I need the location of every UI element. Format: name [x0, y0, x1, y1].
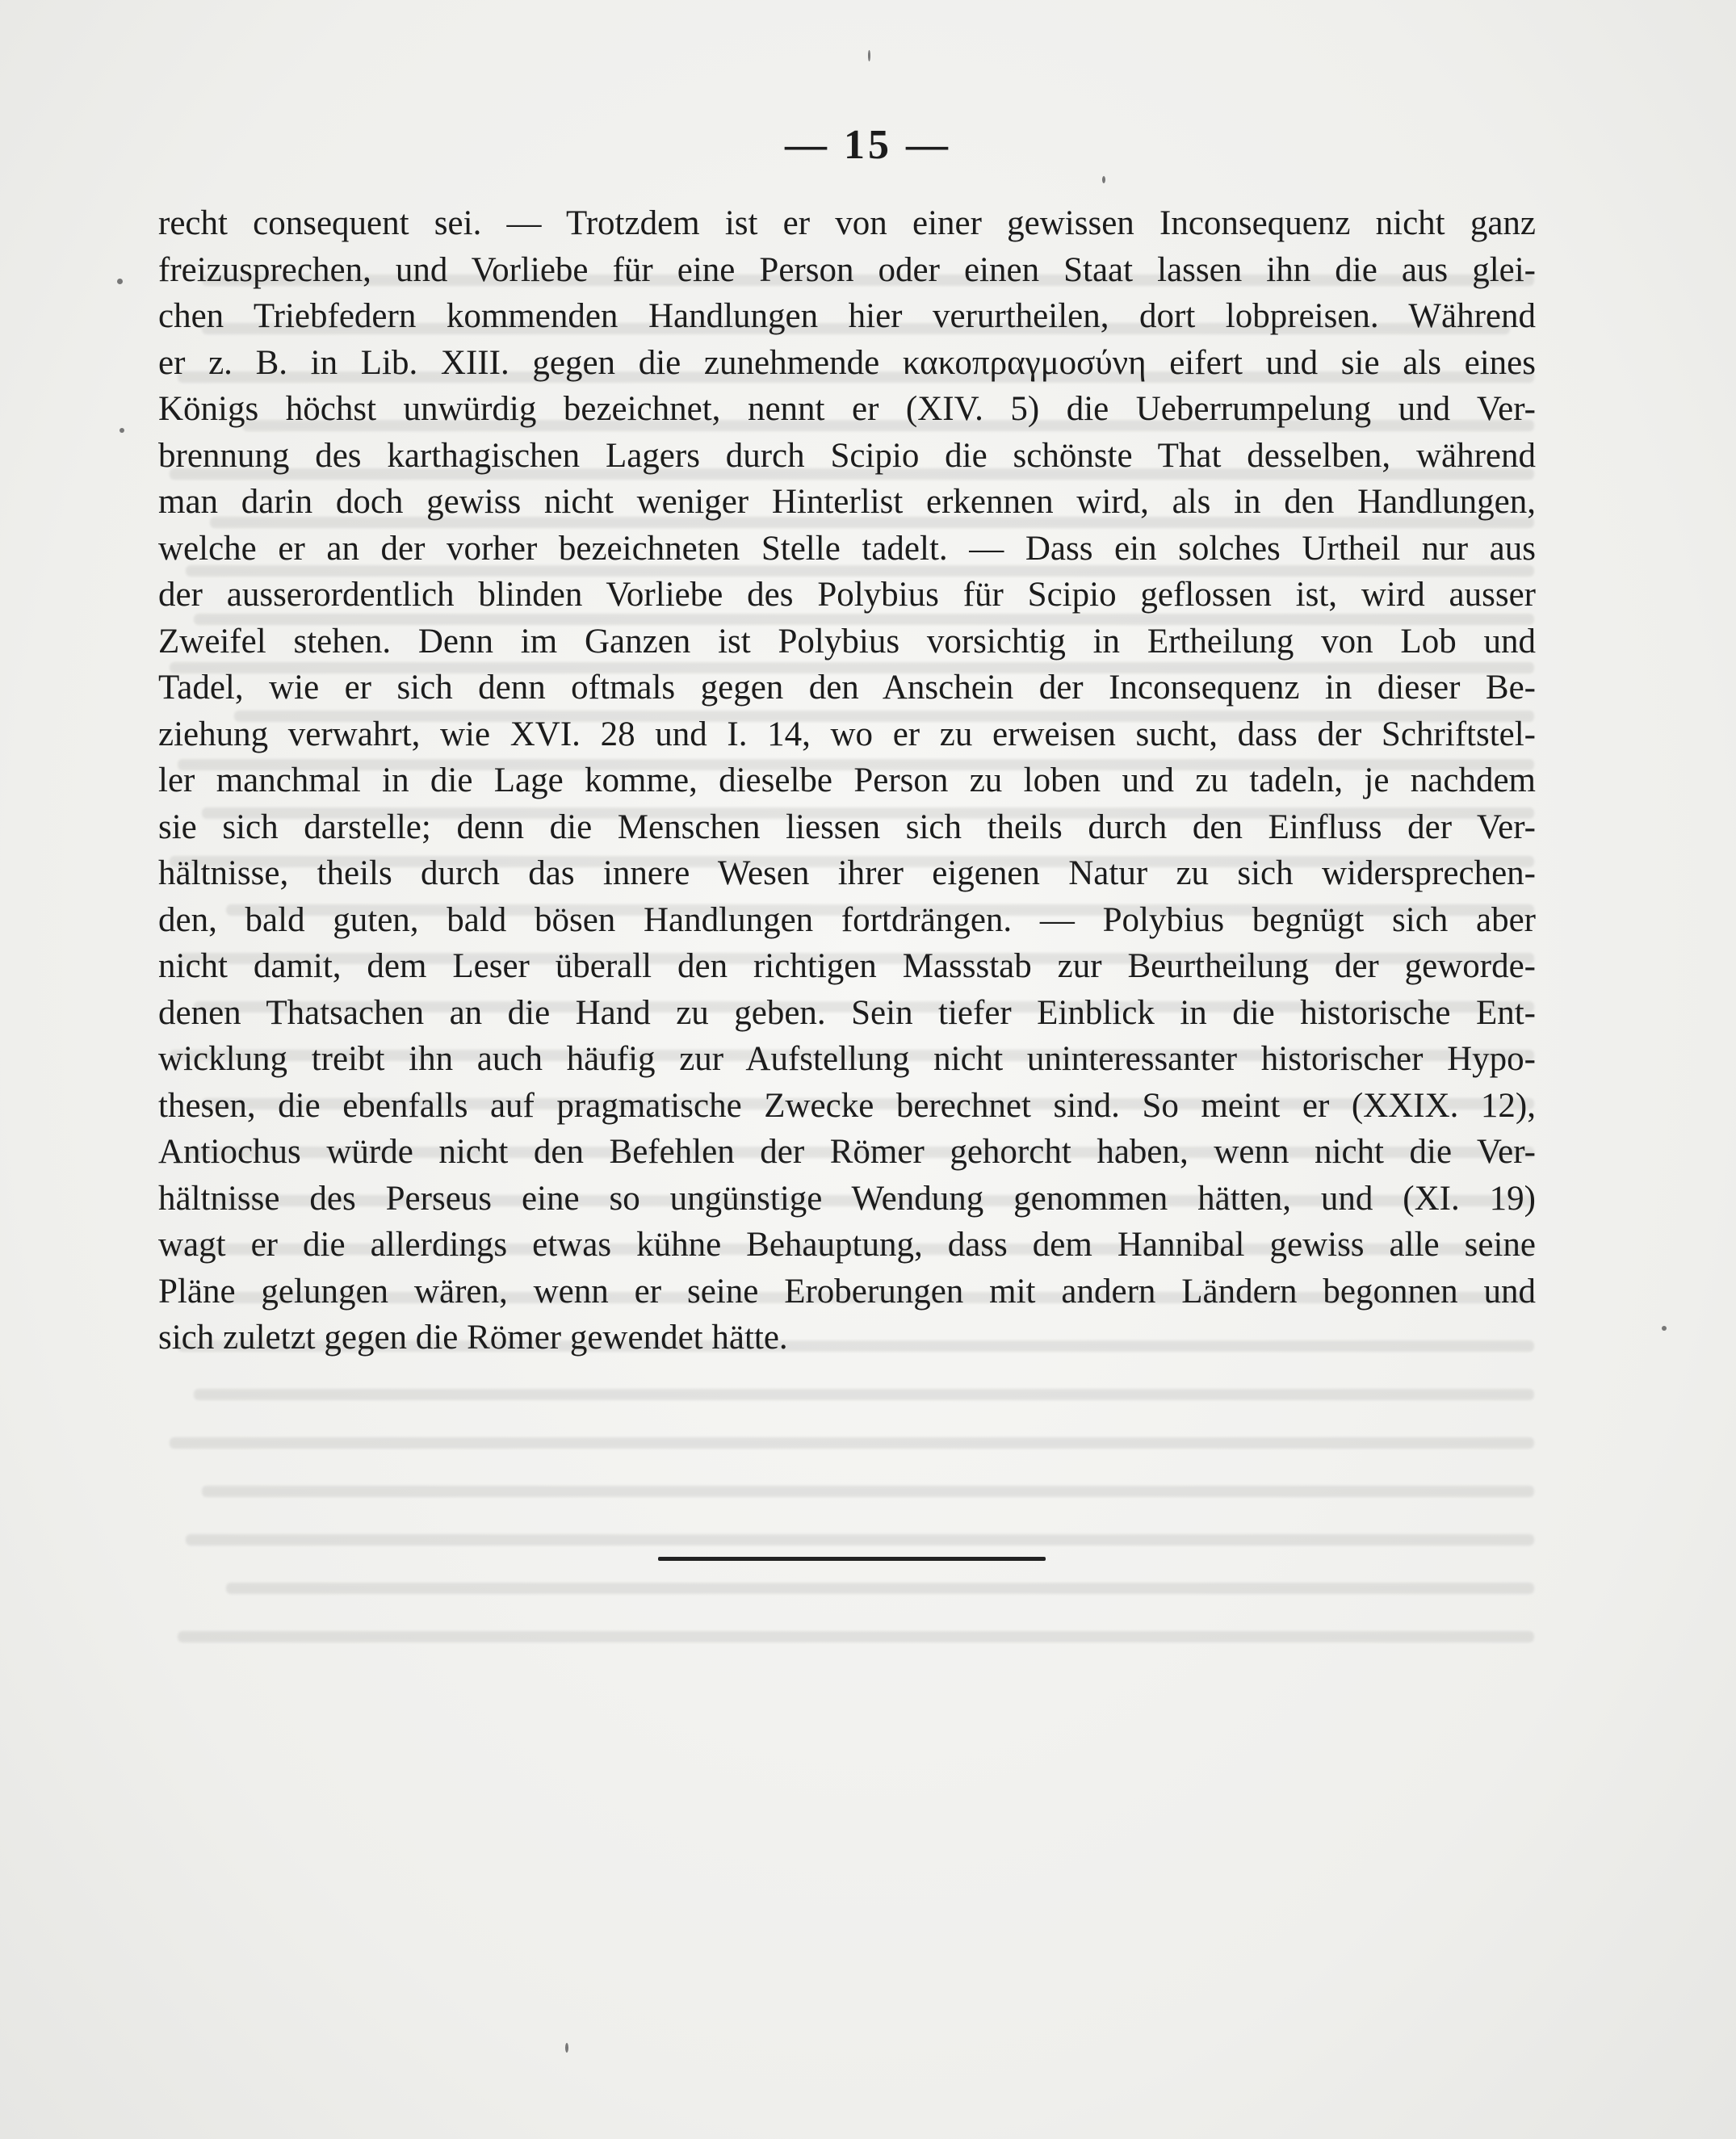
body-line: chen Triebfedern kommenden Handlungen hier verurtheilen, dort lobpreisen. Während	[158, 297, 1536, 335]
body-line: brennung des karthagischen Lagers durch Scipio die schönste That desselben, während	[158, 436, 1536, 475]
paper-speck	[1662, 1326, 1667, 1331]
body-line: Tadel, wie er sich denn oftmals gegen den Anschein der Inconsequenz in dieser Be-	[158, 669, 1536, 707]
body-line: Antiochus würde nicht den Befehlen der Römer gehorcht haben, wenn nicht die Ver-	[158, 1133, 1536, 1171]
paper-speck	[1102, 176, 1105, 183]
page-number: — 15 —	[785, 122, 951, 168]
body-line: Pläne gelungen wären, wenn er seine Eroberungen mit andern Ländern begonnen und	[158, 1272, 1536, 1311]
body-line: freizusprechen, und Vorliebe für eine Person oder einen Staat lassen ihn die aus glei-	[158, 250, 1536, 289]
body-line: thesen, die ebenfalls auf pragmatische Zwecke berechnet sind. So meint er (XXIX. 12),	[158, 1086, 1536, 1125]
body-line: wicklung treibt ihn auch häufig zur Aufstellung nicht uninteressanter historischer Hypo-	[158, 1040, 1536, 1078]
body-line: sie sich darstelle; denn die Menschen liessen sich theils durch den Einfluss der Ver-	[158, 807, 1536, 846]
body-line: ler manchmal in die Lage komme, dieselbe Person zu loben und zu tadeln, je nachdem	[158, 761, 1536, 799]
body-line: den, bald guten, bald bösen Handlungen fortdrängen. — Polybius begnügt sich aber	[158, 900, 1536, 939]
body-line: wagt er die allerdings etwas kühne Behauptung, dass dem Hannibal gewiss alle seine	[158, 1226, 1536, 1264]
body-line: der ausserordentlich blinden Vorliebe des Polybius für Scipio geflossen ist, wird ausser	[158, 576, 1536, 614]
body-line: man darin doch gewiss nicht weniger Hinterlist erkennen wird, als in den Handlungen,	[158, 483, 1536, 521]
section-end-rule	[658, 1557, 1046, 1561]
body-line: recht consequent sei. — Trotzdem ist er von einer gewissen Inconsequenz nicht ganz	[158, 204, 1536, 242]
paper-speck	[117, 279, 123, 284]
body-line: hältnisse, theils durch das innere Wesen ihrer eigenen Natur zu sich widersprechen-	[158, 854, 1536, 892]
body-line: er z. B. in Lib. XIII. gegen die zunehmende κακοπραγμοσύνη eifert und sie als eines	[158, 343, 1536, 382]
paper-speck	[565, 2043, 568, 2053]
body-line-last: sich zuletzt gegen die Römer gewendet hätte.	[158, 1319, 788, 1357]
paper-speck	[868, 50, 870, 61]
body-line: Zweifel stehen. Denn im Ganzen ist Polybius vorsichtig in Ertheilung von Lob und	[158, 622, 1536, 661]
body-line: ziehung verwahrt, wie XVI. 28 und I. 14, wo er zu erweisen sucht, dass der Schriftstel-	[158, 715, 1536, 753]
body-line: denen Thatsachen an die Hand zu geben. Sein tiefer Einblick in die historische Ent-	[158, 993, 1536, 1032]
body-line: welche er an der vorher bezeichneten Stelle tadelt. — Dass ein solches Urtheil nur aus	[158, 529, 1536, 568]
body-line: nicht damit, dem Leser überall den richtigen Massstab zur Beurtheilung der geworde-	[158, 947, 1536, 985]
body-line: Königs höchst unwürdig bezeichnet, nennt er (XIV. 5) die Ueberrumpelung und Ver-	[158, 390, 1536, 428]
paper-speck	[120, 428, 124, 433]
body-text	[158, 200, 1536, 1361]
body-line: hältnisse des Perseus eine so ungünstige Wendung genommen hätten, und (XI. 19)	[158, 1179, 1536, 1218]
